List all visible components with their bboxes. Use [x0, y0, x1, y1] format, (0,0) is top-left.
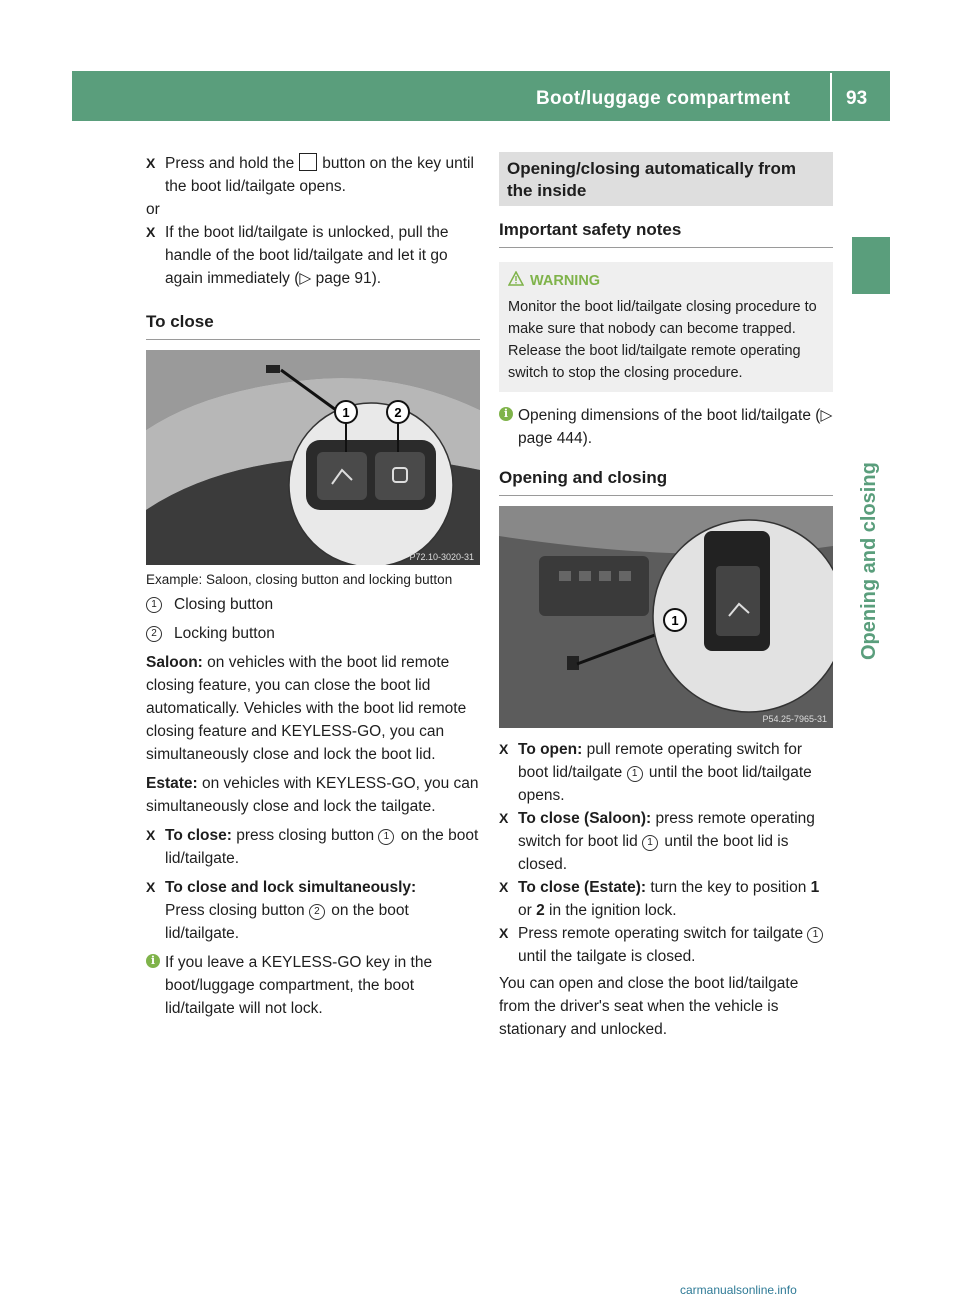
instruction-step: X Press and hold the button on the key until the boot lid/tailgate opens.	[146, 152, 480, 198]
info-note: i Opening dimensions of the boot lid/tailgate (▷ page 444).	[499, 404, 833, 450]
closing-paragraph: You can open and close the boot lid/tailgate from the driver's seat when the vehicle is stationary and unlocked.	[499, 975, 799, 1038]
step-arrow-icon: X	[499, 879, 509, 895]
step-arrow-icon: X	[499, 741, 509, 757]
instruction-step: X To close (Estate): turn the key to position 1 or 2 in the ignition lock.	[499, 876, 833, 922]
figure-code: P72.10-3020-31	[409, 552, 474, 562]
callout-2: 2	[394, 405, 402, 420]
figure-code: P54.25-7965-31	[762, 714, 827, 724]
section-title: Boot/luggage compartment	[536, 88, 791, 109]
estate-paragraph: Estate: on vehicles with KEYLESS-GO, you can simultaneously close and lock the tailgate.	[146, 775, 479, 815]
step-arrow-icon: X	[499, 925, 509, 941]
legend-number: 2	[146, 626, 162, 642]
figure-caption: Example: Saloon, closing button and locking button	[146, 572, 453, 587]
legend-item: 1 Closing button	[146, 593, 480, 616]
warning-title: WARNING	[530, 273, 601, 289]
instruction-step: X If the boot lid/tailgate is unlocked, pull the handle of the boot lid/tailgate and let it go again immediately (▷ page 91).	[146, 221, 480, 290]
instruction-step: X To close (Saloon): press remote operating switch for boot lid 1 until the boot lid is closed.	[499, 807, 833, 876]
right-column	[499, 152, 833, 1041]
instruction-step: X To close: press closing button 1 on the boot lid/tailgate.	[146, 824, 480, 870]
step-arrow-icon: X	[146, 827, 156, 843]
step-arrow-icon: X	[146, 879, 156, 895]
side-tab-marker	[852, 237, 890, 294]
watermark: carmanualsonline.info	[680, 1283, 797, 1297]
step-arrow-icon: X	[146, 155, 156, 171]
heading-opening-closing: Opening and closing	[499, 466, 833, 496]
page-number: 93	[846, 88, 868, 109]
heading-to-close: To close	[146, 310, 480, 340]
legend-item: 2 Locking button	[146, 622, 480, 645]
callout-1: 1	[671, 613, 679, 628]
info-icon: i	[499, 407, 513, 421]
figure-door-switch	[499, 506, 833, 728]
header-divider	[830, 73, 832, 121]
side-tab-label: Opening and closing	[858, 462, 880, 660]
saloon-paragraph: Saloon: on vehicles with the boot lid remote closing feature, you can close the boot lid automatically. Vehicles with the boot lid remote closing feature and KEYLESS-GO, you can simultaneously close and lock the boot lid.	[146, 654, 467, 763]
boot-lid-illustration	[146, 350, 480, 565]
instruction-step: X To open: pull remote operating switch for boot lid/tailgate 1 until the boot lid/tailgate opens.	[499, 738, 833, 807]
legend-number: 1	[146, 597, 162, 613]
figure-boot-buttons	[146, 350, 480, 565]
instruction-step: X Press remote operating switch for tailgate 1 until the tailgate is closed.	[499, 922, 833, 968]
or-text: or	[146, 201, 160, 218]
boot-key-icon	[299, 153, 317, 171]
warning-text: Monitor the boot lid/tailgate closing procedure to make sure that nobody can become trapped. Release the boot lid/tailgate remote operating switch to stop the closing procedure.	[508, 299, 817, 381]
step-arrow-icon: X	[499, 810, 509, 826]
warning-box	[499, 262, 833, 392]
heading-safety: Important safety notes	[499, 218, 833, 248]
door-panel-illustration	[499, 506, 833, 728]
info-icon: i	[146, 954, 160, 968]
section-banner: Opening/closing automatically from the inside	[499, 152, 833, 206]
instruction-step: X To close and lock simultaneously: Press closing button 2 on the boot lid/tailgate.	[146, 876, 480, 945]
callout-1: 1	[342, 405, 350, 420]
info-note: i If you leave a KEYLESS-GO key in the boot/luggage compartment, the boot lid/tailgate will not lock.	[146, 951, 480, 1020]
warning-triangle-icon	[508, 271, 524, 286]
step-arrow-icon: X	[146, 224, 156, 240]
left-column	[146, 152, 480, 1036]
